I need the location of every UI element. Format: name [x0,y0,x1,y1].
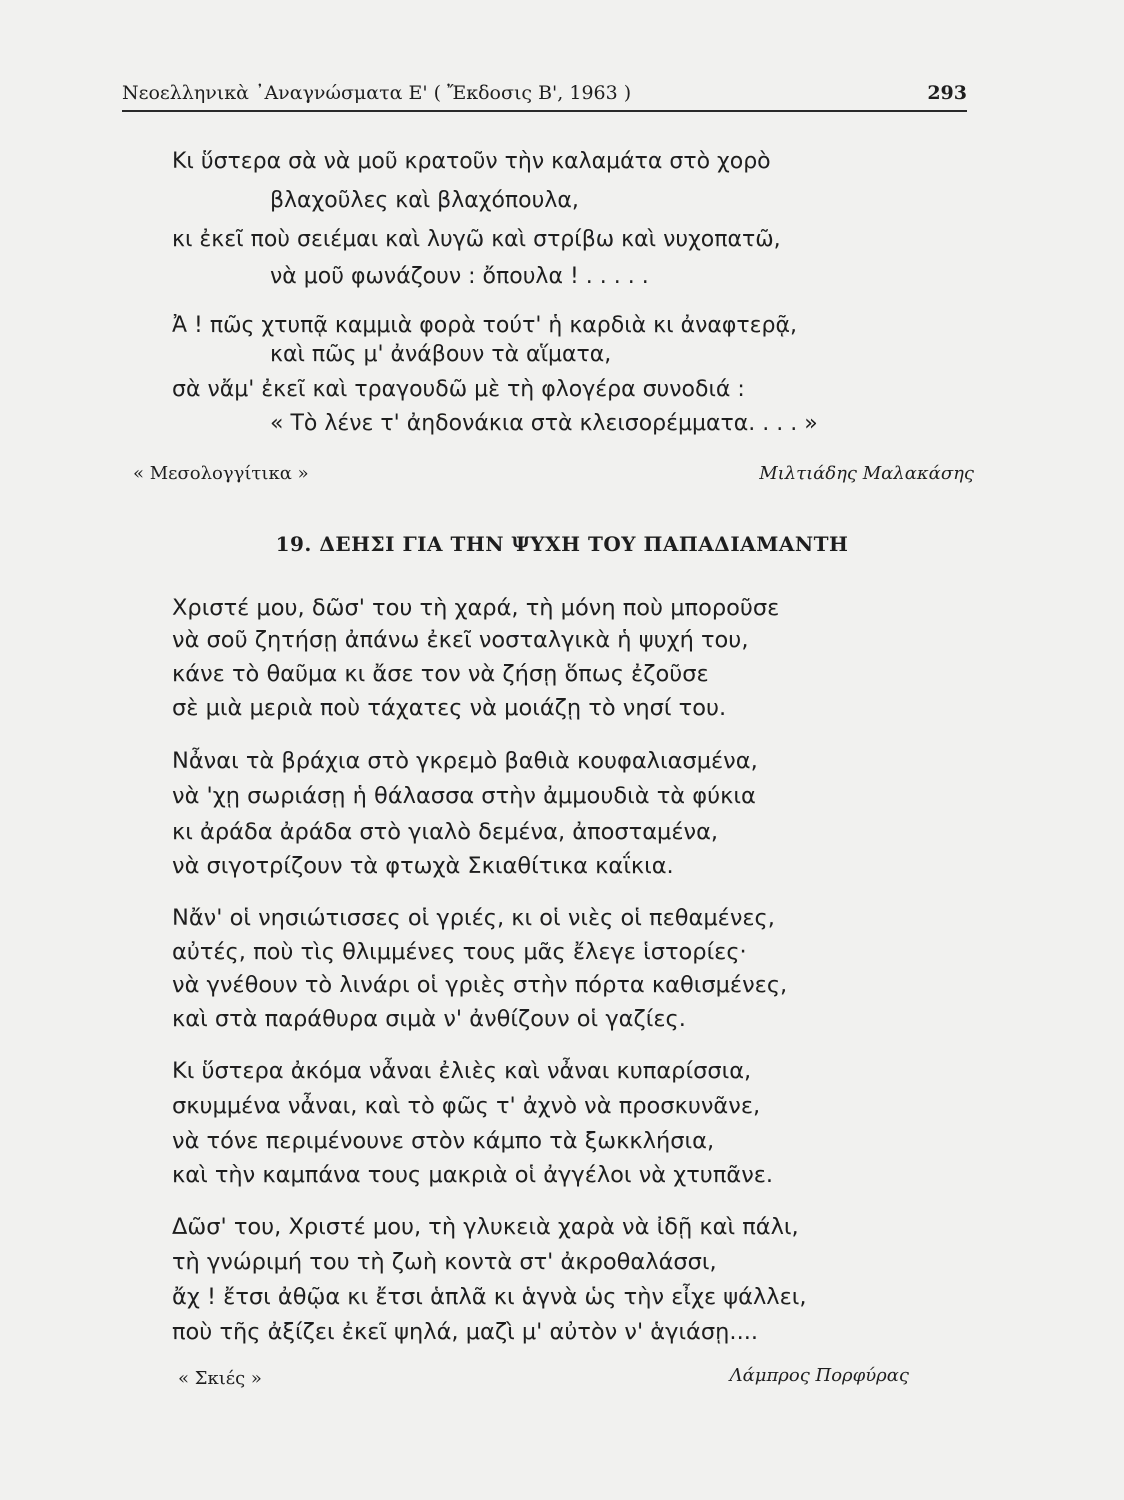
poem-line: καὶ στὰ παράθυρα σιμὰ ν' ἀνθίζουν οἱ γαζίες. [172,1006,686,1032]
poem-line: Κι ὕστερα σὰ νὰ μοῦ κρατοῦν τὴν καλαμάτα στὸ χορὸ [172,149,771,174]
poem-line: Κι ὕστερα ἀκόμα νἆναι ἐλιὲς καὶ νἆναι κυπαρίσσια, [172,1058,752,1084]
poem-line: Ἀ ! πῶς χτυπᾷ καμμιὰ φορὰ τούτ' ἡ καρδιὰ κι ἀναφτερᾷ, [172,313,797,338]
poem-line: αὐτές, ποὺ τὶς θλιμμένες τους μᾶς ἔλεγε ἱστορίες· [172,939,747,965]
poem-1-author: Μιλτιάδης Μαλακάσης [759,463,974,484]
poem-line: κάνε τὸ θαῦμα κι ἄσε τον νὰ ζήσῃ ὅπως ἐζοῦσε [172,661,709,687]
poem-line: ἄχ ! ἔτσι ἀθῷα κι ἔτσι ἁπλᾶ κι ἁγνὰ ὡς τὴν εἶχε ψάλλει, [172,1284,807,1310]
poem-line: κι ἀράδα ἀράδα στὸ γιαλὸ δεμένα, ἀποσταμένα, [172,819,719,845]
poem-line: κι ἐκεῖ ποὺ σειέμαι καὶ λυγῶ καὶ στρίβω καὶ νυχοπατῶ, [172,227,781,252]
running-title: Νεοελληνικὰ ᾿Αναγνώσματα Ε' ( Ἔκδοσις Β', 1963 ) [122,82,632,104]
poem-line: Νἆναι τὰ βράχια στὸ γκρεμὸ βαθιὰ κουφαλιασμένα, [172,748,758,774]
header-rule [122,110,967,112]
poem-line: νὰ σοῦ ζητήσῃ ἀπάνω ἐκεῖ νοσταλγικὰ ἡ ψυχή του, [172,627,749,653]
poem-1-source: « Μεσολογγίτικα » [133,463,309,484]
poem-line: σκυμμένα νἆναι, καὶ τὸ φῶς τ' ἀχνὸ νὰ προσκυνᾶνε, [172,1093,761,1119]
poem-line: Δῶσ' του, Χριστέ μου, τὴ γλυκειὰ χαρὰ νὰ ἰδῇ καὶ πάλι, [172,1214,799,1240]
poem-line: Νἄν' οἱ νησιώτισσες οἱ γριές, κι οἱ νιὲς οἱ πεθαμένες, [172,905,775,931]
page-header [122,74,967,104]
poem-line: βλαχοῦλες καὶ βλαχόπουλα, [270,188,579,213]
poem-line: νὰ 'χῃ σωριάσῃ ἡ θάλασσα στὴν ἀμμουδιὰ τὰ φύκια [172,783,756,809]
poem-line: σὰ νἄμ' ἐκεῖ καὶ τραγουδῶ μὲ τὴ φλογέρα συνοδιά : [172,377,745,402]
poem-line: Χριστέ μου, δῶσ' του τὴ χαρά, τὴ μόνη ποὺ μποροῦσε [172,595,780,621]
page-number: 293 [927,82,967,104]
poem-line: « Τὸ λένε τ' ἀηδονάκια στὰ κλεισορέμματα. . . . » [270,411,818,436]
poem-line: σὲ μιὰ μεριὰ ποὺ τάχατες νὰ μοιάζῃ τὸ νησί του. [172,695,727,721]
poem-2-author: Λάμπρος Πορφύρας [729,1365,909,1386]
poem-2-title: 19. ΔΕΗΣΙ ΓΙΑ ΤΗΝ ΨΥΧΗ ΤΟΥ ΠΑΠΑΔΙΑΜΑΝΤΗ [275,532,849,556]
poem-line: καὶ τὴν καμπάνα τους μακριὰ οἱ ἀγγέλοι νὰ χτυπᾶνε. [172,1162,774,1188]
poem-line: τὴ γνώριμή του τὴ ζωὴ κοντὰ στ' ἀκροθαλάσσι, [172,1249,717,1275]
poem-line: νὰ τόνε περιμένουνε στὸν κάμπο τὰ ξωκκλήσια, [172,1128,715,1154]
poem-line: καὶ πῶς μ' ἀνάβουν τὰ αἵματα, [270,342,612,367]
poem-line: νὰ σιγοτρίζουν τὰ φτωχὰ Σκιαθίτικα καΐκια. [172,853,674,879]
poem-line: νὰ γνέθουν τὸ λινάρι οἱ γριὲς στὴν πόρτα καθισμένες, [172,972,788,998]
poem-line: ποὺ τῆς ἀξίζει ἐκεῖ ψηλά, μαζὶ μ' αὐτὸν ν' ἁγιάσῃ.... [172,1319,759,1345]
poem-line: νὰ μοῦ φωνάζουν : ὄπουλα ! . . . . . [270,264,649,289]
poem-2-source: « Σκιές » [178,1368,262,1389]
